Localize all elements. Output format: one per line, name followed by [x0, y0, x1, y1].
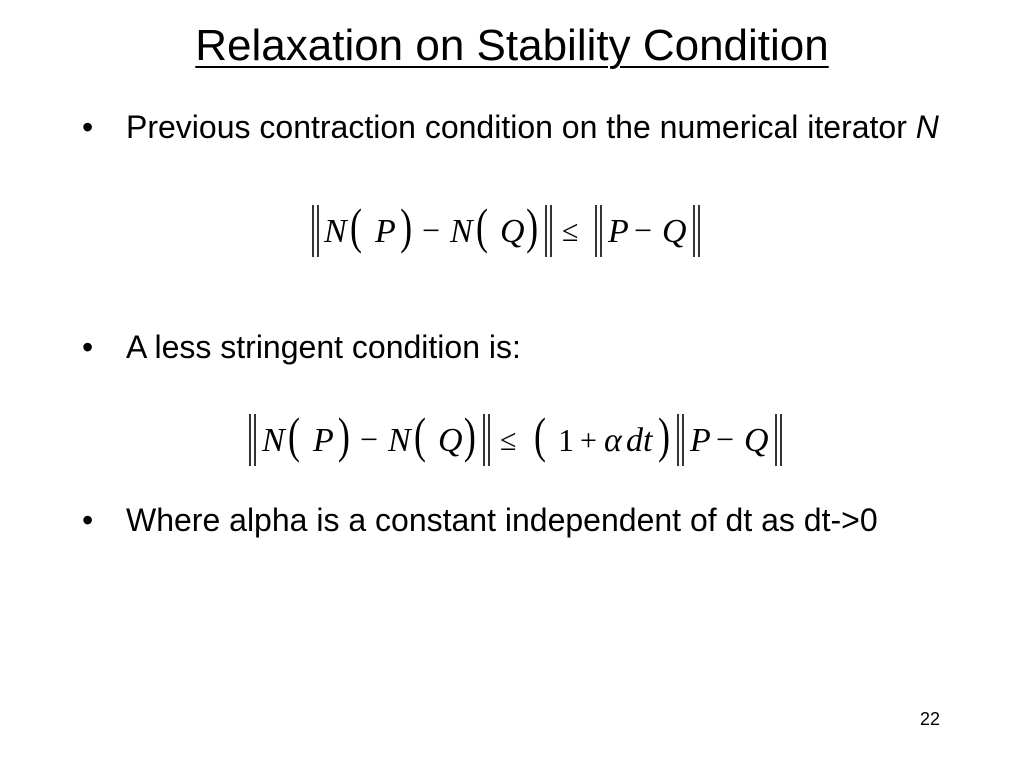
- eq2-lparen3: (: [533, 408, 546, 464]
- eq1-minus2: −: [634, 212, 653, 248]
- eq2-plus: +: [580, 424, 597, 457]
- eq2-lparen: (: [288, 408, 301, 464]
- eq2-minus: −: [360, 421, 379, 457]
- relaxed-equation: [240, 406, 800, 470]
- eq2-rparen3: ): [657, 408, 670, 464]
- eq2-rparen: ): [337, 408, 350, 464]
- eq1-rparen: ): [400, 199, 413, 255]
- bullet-marker: •: [82, 329, 94, 365]
- eq2-N1: N: [262, 422, 285, 459]
- eq2-rparen2: ): [463, 408, 476, 464]
- bullet-marker: •: [82, 109, 94, 145]
- eq1-minus: −: [422, 212, 441, 248]
- eq1-Q1: Q: [500, 213, 525, 250]
- eq2-Q1: Q: [438, 422, 463, 459]
- page-number: 22: [919, 709, 940, 729]
- eq2-leq: ≤: [500, 424, 517, 457]
- contraction-equation-svg: [300, 197, 730, 261]
- contraction-equation: [300, 197, 730, 261]
- bullet-item-3: [82, 500, 962, 540]
- bullet-item-1: [82, 107, 962, 147]
- bullet-text-2: A less stringent condition is:: [126, 329, 521, 365]
- eq2-Q2: Q: [744, 422, 769, 459]
- bullet-marker: •: [82, 502, 94, 538]
- iterator-variable: N: [915, 109, 939, 145]
- eq1-N2: N: [450, 213, 473, 250]
- bullet-text-3: Where alpha is a constant independent of dt as dt->0: [126, 502, 878, 538]
- eq1-P2: P: [608, 213, 629, 250]
- relaxed-equation-svg: [240, 406, 800, 470]
- eq2-alpha: α: [604, 422, 622, 459]
- bullet-text-1-main: Previous contraction condition on the numerical iterator: [126, 109, 916, 145]
- eq1-N1: N: [324, 213, 347, 250]
- eq1-lparen2: (: [476, 199, 489, 255]
- eq2-one: 1: [558, 422, 574, 458]
- eq1-Q2: Q: [662, 213, 687, 250]
- bullet-item-2: [82, 327, 962, 367]
- bullet-text-1: [126, 107, 962, 147]
- eq1-rparen2: ): [526, 199, 539, 255]
- eq2-lparen2: (: [414, 408, 427, 464]
- eq1-P1: P: [375, 213, 396, 250]
- eq1-lparen: (: [350, 199, 363, 255]
- slide-title: Relaxation on Stability Condition: [195, 21, 829, 70]
- eq2-dt: dt: [626, 422, 653, 459]
- eq2-P1: P: [313, 422, 334, 459]
- eq2-P2: P: [690, 422, 711, 459]
- eq1-leq: ≤: [562, 215, 579, 248]
- eq2-minus2: −: [716, 421, 735, 457]
- eq2-N2: N: [388, 422, 411, 459]
